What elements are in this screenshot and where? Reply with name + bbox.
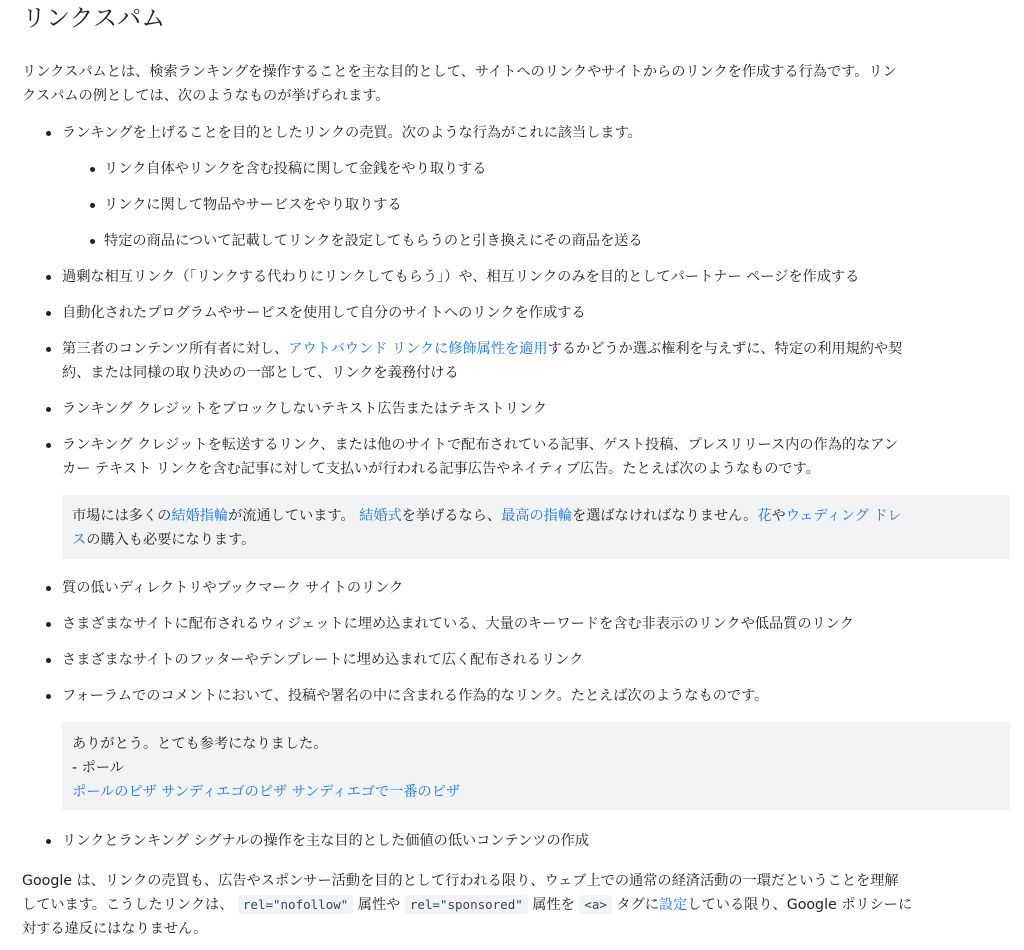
bullet xyxy=(46,347,51,352)
outro-line-2 xyxy=(22,893,912,917)
bullet xyxy=(90,239,95,244)
list-item-advertorials-line-2: カー テキスト リンクを含む記事に対して支払いが行われる記事広告やネイティブ広告。たとえば次のようなものです。 xyxy=(62,461,820,477)
text: 属性や xyxy=(353,897,405,913)
text: を挙げるなら、 xyxy=(401,508,502,524)
bullet xyxy=(46,586,51,591)
code-sponsored: rel="sponsored" xyxy=(405,895,528,914)
bullet xyxy=(46,694,51,699)
wedding-dress-link[interactable]: ウェディング ドレ xyxy=(785,508,902,524)
bullet xyxy=(90,167,95,172)
bullet xyxy=(46,658,51,663)
text: や xyxy=(771,508,786,524)
code-a-tag: <a> xyxy=(579,895,612,914)
text: 属性を xyxy=(527,897,580,913)
list-item-buy-sell-links: ランキングを上げることを目的としたリンクの売買。次のような行為がこれに該当します。 xyxy=(62,125,642,141)
qualify-outbound-links-link[interactable]: アウトバウンド リンクに修飾属性を適用 xyxy=(288,341,548,357)
bullet xyxy=(90,203,95,208)
list-item-widgets: さまざまなサイトに配布されるウィジェットに埋め込まれている、大量のキーワードを含む非表示のリンクや低品質のリンク xyxy=(62,616,854,632)
bullet xyxy=(46,131,51,136)
list-item-forum-comments: フォーラムでのコメントにおいて、投稿や署名の中に含まれる作為的なリンク。たとえば次のようなものです。 xyxy=(62,688,769,704)
intro-line-2: クスパムの例としては、次のようなものが挙げられます。 xyxy=(22,88,390,104)
outro-line-1: Google は、リンクの売買も、広告やスポンサー活動を目的として行われる限り、ウェブ上での通常の経済活動の一環だということを理解 xyxy=(22,873,899,889)
bullet xyxy=(46,839,51,844)
text: している限り、Google ポリシーに xyxy=(687,897,913,913)
list-item-directories: 質の低いディレクトリやブックマーク サイトのリンク xyxy=(62,580,404,596)
best-rings-link[interactable]: 最高の指輪 xyxy=(501,508,573,524)
text: するかどうか選ぶ権利を与えずに、特定の利用規約や契 xyxy=(547,341,903,357)
list-item-excessive-links: 過剰な相互リンク（「リンクする代わりにリンクしてもらう」）や、相互リンクのみを目的としてパートナー ページを作成する xyxy=(62,269,860,285)
bullet xyxy=(46,311,51,316)
list-item-third-party-line-1 xyxy=(62,337,902,361)
bullet xyxy=(46,622,51,627)
outro-line-3: 対する違反にはなりません。 xyxy=(22,921,208,937)
example-2-line-1: ありがとう。とても参考になりました。 xyxy=(72,736,328,752)
wedding-rings-link[interactable]: 結婚指輪 xyxy=(171,508,229,524)
text: の購入も必要になります。 xyxy=(86,532,256,548)
example-2-line-3 xyxy=(72,780,460,804)
page-title: リンクスパム xyxy=(22,4,166,32)
code-nofollow: rel="nofollow" xyxy=(238,895,353,914)
sub-item-goods: リンクに関して物品やサービスをやり取りする xyxy=(104,197,402,213)
bullet xyxy=(46,443,51,448)
text: を選ばなければなりません。 xyxy=(572,508,758,524)
text: が流通しています。 xyxy=(228,508,360,524)
text: しています。こうしたリンクは、 xyxy=(22,897,238,913)
wedding-dress-link-cont[interactable]: ス xyxy=(72,532,87,548)
bullet xyxy=(46,275,51,280)
settings-link[interactable]: 設定 xyxy=(659,897,688,913)
list-item-footers: さまざまなサイトのフッターやテンプレートに埋め込まれて広く配布されるリンク xyxy=(62,652,584,668)
example-2-line-2: - ポール xyxy=(72,760,124,776)
text: 市場には多くの xyxy=(72,508,172,524)
text: 第三者のコンテンツ所有者に対し、 xyxy=(62,341,289,357)
list-item-advertorials-line-1: ランキング クレジットを転送するリンク、または他のサイトで配布されている記事、ゲスト投稿、プレスリリース内の作為的なアン xyxy=(62,437,899,453)
intro-line-1: リンクスパムとは、検索ランキングを操作することを主な目的として、サイトへのリンクやサイトからのリンクを作成する行為です。リン xyxy=(22,64,897,80)
flowers-link[interactable]: 花 xyxy=(757,508,772,524)
sub-item-money: リンク自体やリンクを含む投稿に関して金銭をやり取りする xyxy=(104,161,487,177)
list-item-third-party-line-2: 約、または同様の取り決めの一部として、リンクを義務付ける xyxy=(62,365,459,381)
text: タグに xyxy=(611,897,659,913)
list-item-text-ads: ランキング クレジットをブロックしないテキスト広告またはテキストリンク xyxy=(62,401,547,417)
sub-item-products: 特定の商品について記載してリンクを設定してもらうのと引き換えにその商品を送る xyxy=(104,233,643,249)
example-1-line-1 xyxy=(72,504,902,528)
example-1-line-2 xyxy=(72,528,255,552)
wedding-link[interactable]: 結婚式 xyxy=(359,508,402,524)
list-item-low-value-content: リンクとランキング シグナルの操作を主な目的とした価値の低いコンテンツの作成 xyxy=(62,833,590,849)
list-item-automated: 自動化されたプログラムやサービスを使用して自分のサイトへのリンクを作成する xyxy=(62,305,586,321)
pizza-link[interactable]: ポールのピザ サンディエゴのピザ サンディエゴで一番のピザ xyxy=(72,784,461,800)
bullet xyxy=(46,407,51,412)
